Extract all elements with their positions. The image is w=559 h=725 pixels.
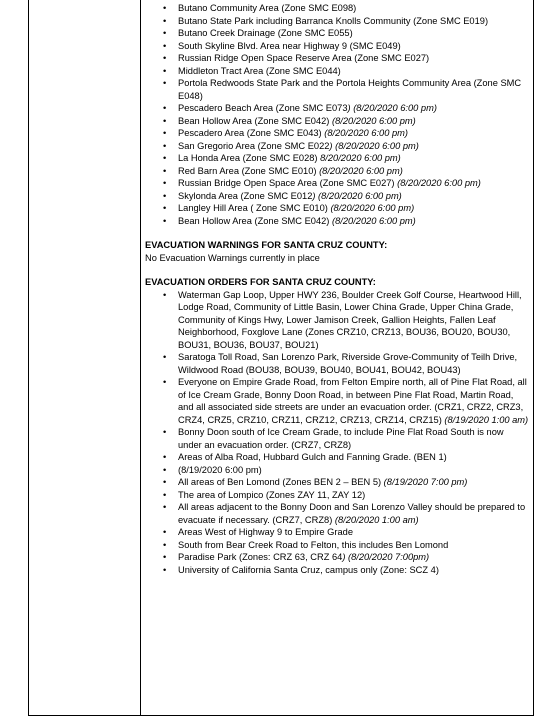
list-item: [145, 2, 529, 15]
list-item-text: Bonny Doon south of Ice Cream Grade, to include Pine Flat Road South is now under an evacuation order. (CRZ7, CRZ8): [178, 427, 504, 450]
list-item: [145, 426, 529, 451]
list-item-timestamp: (8/20/2020 6:00 pm): [397, 178, 481, 188]
list-item-timestamp: ) (8/20/2020 6:00 pm): [312, 190, 402, 201]
list-item-text: Saratoga Toll Road, San Lorenzo Park, Riverside Grove-Community of Teilh Drive, Wildwood Road (BOU38, BOU39, BOU40, BOU41, BOU42, BOU43): [178, 352, 518, 375]
list-item: [145, 202, 529, 215]
list-item: [145, 77, 529, 102]
list-item-text: The area of Lompico (Zones ZAY 11, ZAY 12): [178, 489, 366, 500]
list-item: [145, 190, 529, 203]
list-item-text: All areas adjacent to the Bonny Doon and San Lorenzo Valley should be prepared to evacuate if necessary. (CRZ7, CRZ8): [178, 502, 526, 525]
left-column-cell: [29, 0, 141, 715]
list-item-text: Pescadero Beach Area (Zone SMC E073: [178, 103, 348, 113]
warnings-heading: EVACUATION WARNINGS FOR SANTA CRUZ COUNTY:: [145, 240, 388, 250]
list-item-timestamp: ) (8/20/2020 6:00 pm): [347, 103, 437, 113]
list-item: [145, 351, 529, 376]
list-item-text: (8/19/2020 6:00 pm): [178, 464, 262, 475]
list-item: [145, 40, 529, 53]
list-item: [145, 215, 529, 228]
spacer: [145, 227, 529, 239]
list-item: [145, 127, 529, 140]
list-item-text: Butano Community Area (Zone SMC E098): [178, 3, 357, 13]
list-item: [145, 451, 529, 464]
list-item: [145, 476, 529, 489]
list-item: [145, 539, 529, 552]
list-item-text: Russian Ridge Open Space Reserve Area (Zone SMC E027): [178, 53, 430, 63]
list-item-text: South from Bear Creek Road to Felton, this includes Ben Lomond: [178, 539, 449, 550]
document-table: [28, 0, 534, 716]
list-item-text: Langley Hill Area ( Zone SMC E010): [178, 203, 331, 213]
list-item: [145, 551, 529, 564]
list-item-text: Red Barn Area (Zone SMC E010): [178, 165, 320, 176]
list-item-timestamp: (8/20/2020 1:00 am): [334, 514, 419, 525]
list-item: [145, 65, 529, 78]
list-item-timestamp: (8/19/2020 7:00 pm): [383, 477, 468, 487]
list-item-text: Bean Hollow Area (Zone SMC E042): [178, 115, 332, 126]
list-item-text: All areas of Ben Lomond (Zones BEN 2 – BEN 5): [178, 477, 384, 487]
list-item-text: South Skyline Blvd. Area near Highway 9 (SMC E049): [178, 40, 401, 51]
list-item: [145, 140, 529, 153]
list-item-text: Middleton Tract Area (Zone SMC E044): [178, 65, 341, 76]
list-item: [145, 526, 529, 539]
list-item-text: San Gregorio Area (Zone SMC E022: [178, 140, 330, 151]
list-item: [145, 152, 529, 165]
list-item-text: Areas West of Highway 9 to Empire Grade: [178, 527, 353, 537]
orders-heading: EVACUATION ORDERS FOR SANTA CRUZ COUNTY:: [145, 277, 376, 287]
list-item: [145, 115, 529, 128]
list-item-text: Butano State Park including Barranca Knolls Community (Zone SMC E019): [178, 15, 489, 26]
list-item-timestamp: (8/20/2020 6:00 pm): [319, 165, 403, 176]
warnings-body: No Evacuation Warnings currently in place: [145, 252, 320, 263]
list-item-text: Everyone on Empire Grade Road, from Felton Empire north, all of Pine Flat Road, all of Ice Cream Grade, Bonny Doon Road, in between Pine Flat Road, Martin Road, and all associated side streets are under an evacuation order. (CRZ1, CRZ2, CRZ3, CRZ4, CRZ5, CRZ10, CRZ11, CRZ12, CRZ13, CRZ14, CRZ15): [178, 377, 527, 425]
list-item: [145, 27, 529, 40]
list-item-text: Areas of Alba Road, Hubbard Gulch and Fanning Grade. (BEN 1): [178, 452, 447, 462]
spacer: [145, 264, 529, 276]
san-mateo-zone-list: [145, 2, 529, 227]
list-item-text: Butano Creek Drainage (Zone SMC E055): [178, 28, 353, 38]
list-item-text: Skylonda Area (Zone SMC E012: [178, 190, 313, 201]
list-item: [145, 464, 529, 477]
list-item-text: Russian Bridge Open Space Area (Zone SMC E027): [178, 178, 398, 188]
list-item: [145, 501, 529, 526]
list-item-timestamp: ) (8/20/2020 6:00 pm): [329, 140, 419, 151]
list-item-text: Paradise Park (Zones: CRZ 63, CRZ 64: [178, 552, 343, 562]
list-item-text: Portola Redwoods State Park and the Portola Heights Community Area (Zone SMC E048): [178, 78, 522, 101]
list-item: [145, 177, 529, 190]
list-item-text: Bean Hollow Area (Zone SMC E042): [178, 215, 332, 226]
list-item: [145, 52, 529, 65]
list-item-text: La Honda Area (Zone SMC E028): [178, 153, 321, 163]
list-item: [145, 15, 529, 28]
list-item: [145, 289, 529, 352]
list-item: [145, 564, 529, 577]
list-item-timestamp: (8/20/2020 6:00 pm): [332, 115, 416, 126]
list-item-timestamp: (8/20/2020 6:00 pm): [332, 215, 416, 226]
list-item-text: Pescadero Area (Zone SMC E043): [178, 128, 325, 138]
list-item: [145, 102, 529, 115]
list-item: [145, 376, 529, 426]
orders-list: [145, 289, 529, 577]
list-item-text: Waterman Gap Loop, Upper HWY 236, Boulder Creek Golf Course, Heartwood Hill, Lodge Road, Community of Little Basin, Lower China Grade, Upper China Grade, Community of Kings Hwy, Lower Jamison Creek, Gallion Heights, Fallen Leaf Neighborhood, Foxglove Lane (Zones CRZ10, CRZ13, BOU36, BOU20, BOU30, BOU31, BOU36, BOU37, BOU21): [178, 289, 522, 350]
list-item-timestamp: (8/19/2020 1:00 am): [444, 414, 529, 425]
list-item-timestamp: (8/20/2020 6:00 pm): [324, 128, 408, 138]
list-item-timestamp: ) (8/20/2020 7:00pm): [342, 552, 430, 562]
right-column-cell: [141, 0, 533, 715]
list-item-timestamp: (8/20/2020 6:00 pm): [330, 203, 415, 213]
list-item: [145, 489, 529, 502]
list-item-text: University of California Santa Cruz, campus only (Zone: SCZ 4): [178, 564, 439, 575]
list-item: [145, 165, 529, 178]
list-item-timestamp: 8/20/2020 6:00 pm): [320, 153, 401, 163]
